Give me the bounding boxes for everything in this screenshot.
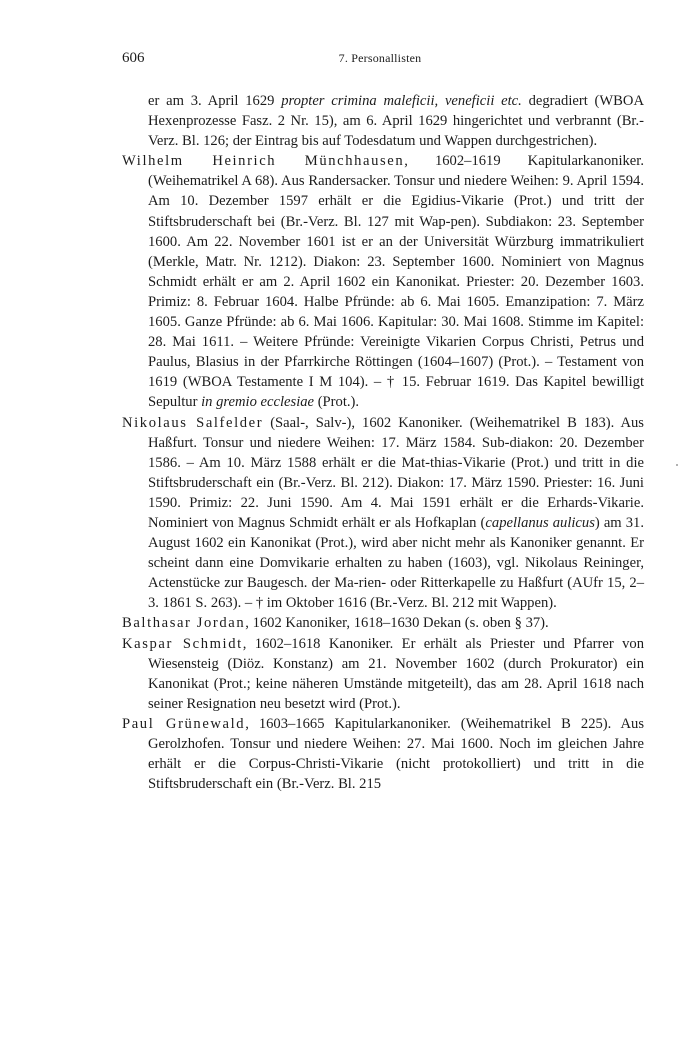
entry-italic-phrase: capellanus aulicus [485, 514, 595, 531]
entry-schmidt [122, 634, 644, 714]
entry-text: er am 3. April 1629 [148, 93, 282, 109]
margin-speck [676, 464, 678, 466]
entry-text: ) am 31. August 1602 ein Kanonikat (Prot.), wird aber nicht mehr als Kanoniker genannt. Er scheint dann eine Domvikarie erhalten zu haben (1603), vgl. Nikolaus Reininger, Actenstücke zur Baugesch. der Ma-rien- oder Ritterkapelle zu Haßfurt (AUfr 15, 2–3. 1861 S. 263). – † im Oktober 1616 (Br.-Verz. Bl. 212 mit Wappen). [148, 514, 644, 612]
page-number: 606 [122, 50, 145, 66]
page-header [122, 50, 638, 70]
entry-text: , 1603–1665 Kapitularkanoniker. (Weihematrikel B 225). Aus Gerolzhofen. Tonsur und niedere Weihen: 27. Mai 1600. Noch im gleichen Jahre erhält er die Corpus-Christi-Vikarie (nicht protokolliert) und tritt in die Stiftsbruderschaft ein (Br.-Verz. Bl. 215 [148, 715, 644, 793]
entry-italic-phrase: propter crimina maleficii, veneficii etc. [281, 93, 522, 109]
entry-muenchhausen [122, 151, 644, 412]
entry-jordan [122, 613, 644, 633]
entry-name: Wilhelm Heinrich Münchhausen [122, 153, 405, 170]
entry-gruenewald [122, 714, 644, 794]
entry-italic-phrase: in gremio ecclesiae [201, 394, 315, 411]
entry-text: (Saal-, Salv-), 1602 Kanoniker. (Weihematrikel B 183). Aus Haßfurt. Tonsur und niedere Weihen: 17. März 1584. Sub-diakon: 20. Dezember 1586. – Am 10. März 1588 erhält er die Mat-thias-Vikarie (Prot.) und tritt in die Stiftsbruderschaft ein (Br.-Verz. Bl. 212). Diakon: 17. März 1590. Priester: 16. Juni 1590. Primiz: 22. Juni 1590. Am 4. Mai 1591 erhält er die Erhards-Vikarie. Nominiert von Magnus Schmidt erhält er als Hofkaplan ( [148, 414, 644, 531]
entry-name: Nikolaus Salfelder [122, 414, 264, 431]
entry-text: degradiert (WBOA Hexenprozesse Fasz. 2 Nr. 15), am 6. April 1629 hingerichtet und verbrannt (Br.-Verz. Bl. 126; der Eintrag bis auf Todesdatum und Wappen durchgestrichen). [148, 93, 644, 150]
entry-text: , 1602 Kanoniker, 1618–1630 Dekan (s. oben § 37). [245, 615, 549, 632]
running-head: 7. Personallisten [338, 51, 422, 65]
entry-name: Kaspar Schmidt [122, 635, 243, 652]
entry-salfelder [122, 413, 644, 614]
page-body [122, 91, 644, 794]
entry-name: Paul Grünewald [122, 715, 246, 732]
entry-continuation [122, 91, 644, 151]
entry-text: (Prot.). [314, 394, 360, 411]
entry-text: , 1602–1618 Kanoniker. Er erhält als Priester und Pfarrer von Wiesensteig (Diöz. Konstanz) am 21. November 1602 (durch Prokurator) ein Kanonikat (Prot.; keine näheren Umstände mitgeteilt), das am 28. April 1618 nach seiner Resignation neu besetzt wird (Prot.). [148, 635, 644, 712]
entry-name: Balthasar Jordan [122, 615, 246, 632]
entry-text: , 1602–1619 Kapitularkanoniker. (Weihematrikel A 68). Aus Randersacker. Tonsur und niedere Weihen: 9. April 1594. Am 10. Dezember 1597 erhält er die Egidius-Vikarie (Prot.) und tritt der Stiftsbruderschaft bei (Br.-Verz. Bl. 127 mit Wap-pen). Subdiakon: 23. September 1600. Am 22. November 1601 ist er an der Universität Würzburg immatrikuliert (Merkle, Matr. Nr. 1212). Diakon: 23. September 1600. Nominiert von Magnus Schmidt erhält er am 2. April 1602 ein Kanonikat. Priester: 20. Dezember 1603. Primiz: 8. Februar 1604. Halbe Pfründe: ab 6. Mai 1605. Emanzipation: 7. März 1605. Ganze Pfründe: ab 6. Mai 1606. Kapitular: 30. Mai 1608. Stimme im Kapitel: 28. Mai 1611. – Weitere Pfründe: Vereinigte Vikarien Corpus Christi, Petrus und Paulus, Blasius in der Pfarrkirche Röttingen (1604–1607) (Prot.). – Testament von 1619 (WBOA Testamente I M 104). – † 15. Februar 1619. Das Kapitel bewilligt Sepultur [148, 153, 644, 411]
